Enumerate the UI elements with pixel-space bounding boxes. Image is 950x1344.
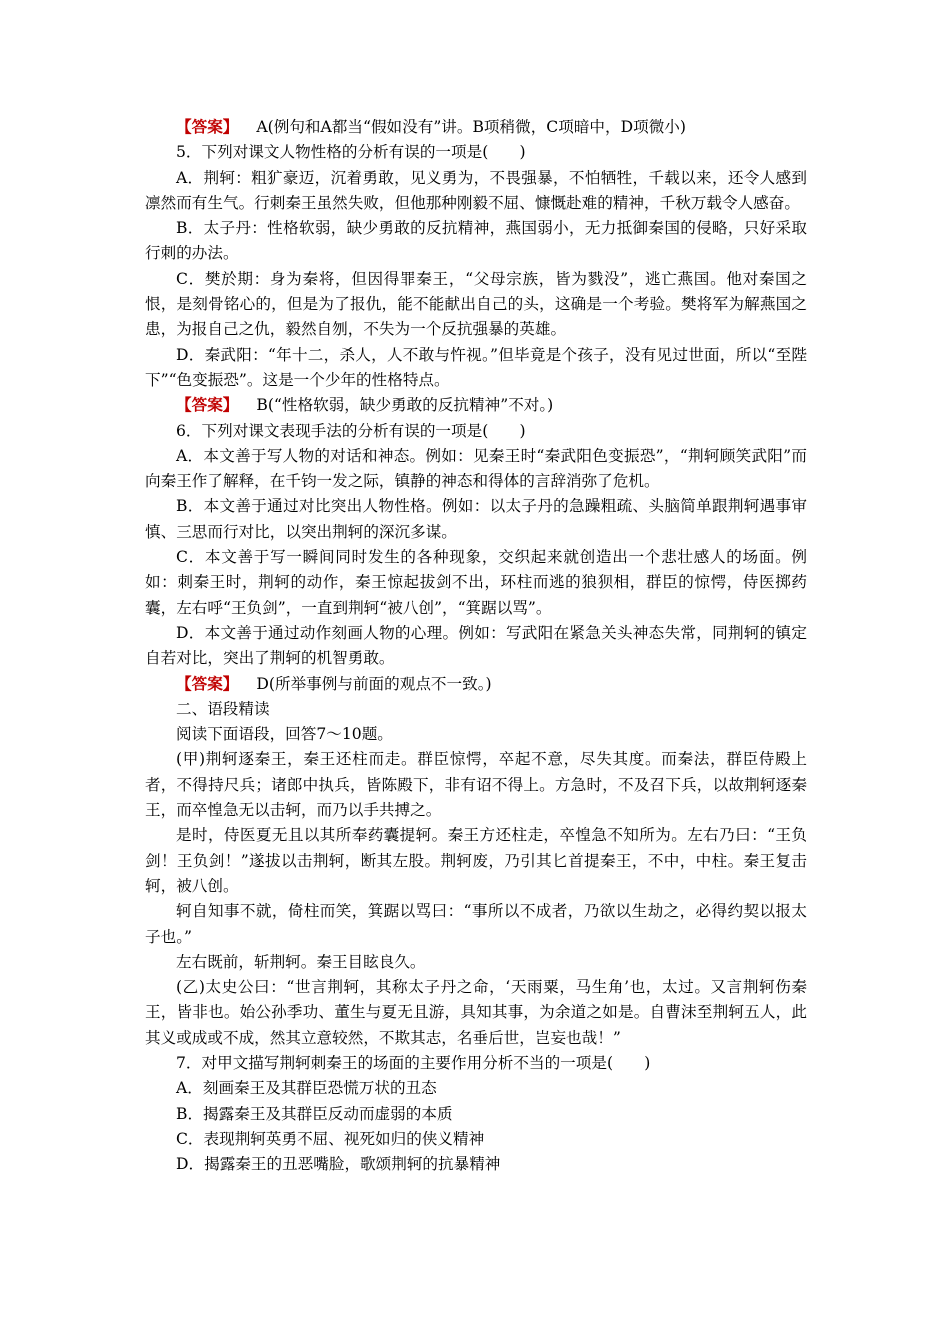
passage-paragraph: 左右既前，斩荆轲。秦王目眩良久。 <box>176 952 426 971</box>
section-heading: 二、语段精读 <box>176 699 270 718</box>
passage-paragraph: 是时，侍医夏无且以其所奉药囊提轲。秦王方还柱走，卒惶急不知所为。左右乃曰：“王负剑！王负剑！”遂拔以击荆轲，断其左股。荆轲废，乃引其匕首提秦王，不中，中柱。秦王复击轲，被八创。 <box>145 826 807 895</box>
option-a: A．刻画秦王及其群臣恐慌万状的丑态 <box>176 1079 437 1098</box>
answer-6 <box>145 672 807 697</box>
answer-5 <box>145 393 807 418</box>
option-b: B．太子丹：性格软弱，缺少勇敢的反抗精神，燕国弱小，无力抵御秦国的侵略，只好采取行刺的办法。 <box>145 219 807 263</box>
option-c: C．本文善于写一瞬间同时发生的各种现象，交织起来就创造出一个悲壮感人的场面。例如：刺秦王时，荆轲的动作，秦王惊起拔剑不出，环柱而逃的狼狈相，群臣的惊愕，侍医掷药囊，左右呼“王负剑”，一直到荆轲“被八创”，“箕踞以骂”。 <box>145 548 807 617</box>
answer-text: A(例句和A都当“假如没有”讲。B项稍微，C项暗中，D项微小) <box>256 118 686 136</box>
reading-instruction: 阅读下面语段，回答7～10题。 <box>176 725 393 744</box>
answer-label: 【答案】 <box>176 674 239 693</box>
answer-label: 【答案】 <box>176 118 239 136</box>
option-b: B．揭露秦王及其群臣反动而虚弱的本质 <box>176 1104 453 1123</box>
answer-text: B(“性格软弱，缺少勇敢的反抗精神”不对。) <box>256 396 554 415</box>
option-c: C．樊於期：身为秦将，但因得罪秦王，“父母宗族，皆为戮没”，逃亡燕国。他对秦国之恨，是刻骨铭心的，但是为了报仇，能不能献出自己的头，这确是一个考验。樊将军为解燕国之患，为报自己之仇，毅然自刎，不失为一个反抗强暴的英雄。 <box>145 269 807 339</box>
passage-paragraph: 轲自知事不就，倚柱而笑，箕踞以骂曰：“事所以不成者，乃欲以生劫之，必得约契以报太子也。” <box>145 902 807 946</box>
option-b: B．本文善于通过对比突出人物性格。例如：以太子丹的急躁粗疏、头脑简单跟荆轲遇事审慎、三思而行对比，以突出荆轲的深沉多谋。 <box>145 497 807 541</box>
option-c: C．表现荆轲英勇不屈、视死如归的侠义精神 <box>176 1129 485 1148</box>
option-d: D．本文善于通过动作刻画人物的心理。例如：写武阳在紧急关头神态失常，同荆轲的镇定自若对比，突出了荆轲的机智勇敢。 <box>145 623 807 668</box>
option-a: A．本文善于写人物的对话和神态。例如：见秦王时“秦武阳色变振恐”，“荆轲顾笑武阳”而向秦王作了解释，在千钧一发之际，镇静的神态和得体的言辞消弥了危机。 <box>145 446 807 491</box>
document-page <box>145 115 807 1177</box>
option-d: D．揭露秦王的丑恶嘴脸，歌颂荆轲的抗暴精神 <box>176 1155 501 1174</box>
answer-label: 【答案】 <box>176 396 239 415</box>
question-6: 6．下列对课文表现手法的分析有误的一项是( ) <box>176 421 526 440</box>
option-a: A．荆轲：粗犷豪迈，沉着勇敢，见义勇为，不畏强暴，不怕牺牲，千载以来，还令人感到凛然而有生气。行刺秦王虽然失败，但他那种刚毅不屈、慷慨赴难的精神，千秋万载令人感奋。 <box>145 168 807 212</box>
option-d: D．秦武阳：“年十二，杀人，人不敢与忤视。”但毕竟是个孩子，没有见过世面，所以“至陛下”“色变振恐”。这是一个少年的性格特点。 <box>145 345 807 389</box>
answer-1 <box>145 115 807 140</box>
passage-paragraph: (乙)太史公曰：“世言荆轲，其称太子丹之命，‘天雨粟，马生角’也，太过。又言荆轲伤秦王，皆非也。始公孙季功、董生与夏无且游，具知其事，为余道之如是。自曹沫至荆轲五人，此其义或成或不成，然其立意较然，不欺其志，名垂后世，岂妄也哉！” <box>145 978 807 1047</box>
answer-text: D(所举事例与前面的观点不一致。) <box>256 674 492 693</box>
question-5: 5．下列对课文人物性格的分析有误的一项是( ) <box>176 143 526 162</box>
passage-paragraph: (甲)荆轲逐秦王，秦王还柱而走。群臣惊愕，卒起不意，尽失其度。而秦法，群臣侍殿上者，不得持尺兵；诸郎中执兵，皆陈殿下，非有诏不得上。方急时，不及召下兵，以故荆轲逐秦王，而卒惶急无以击轲，而乃以手共搏之。 <box>145 750 807 820</box>
question-7: 7．对甲文描写荆轲刺秦王的场面的主要作用分析不当的一项是( ) <box>176 1053 651 1072</box>
